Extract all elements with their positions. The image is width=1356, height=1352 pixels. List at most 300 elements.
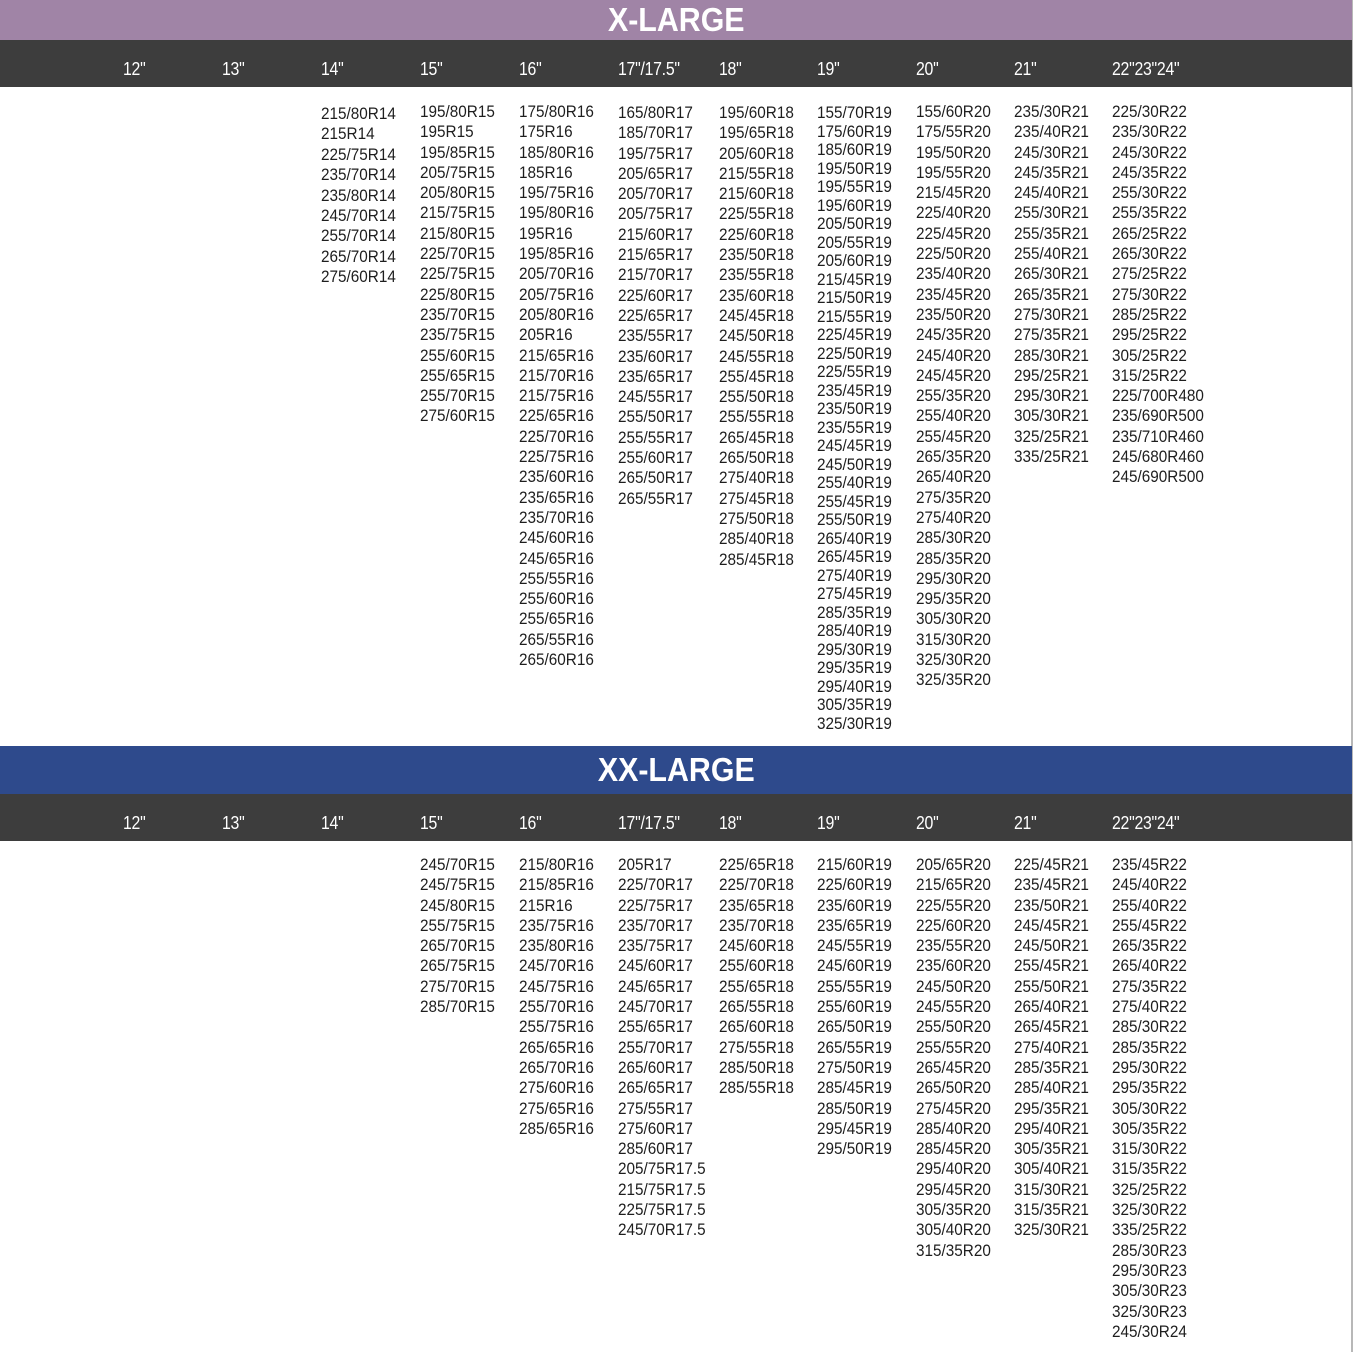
tire-size-item: 255/35R20 — [916, 386, 991, 406]
tire-size-item: 235/55R20 — [916, 936, 991, 956]
tire-size-item: 305/30R21 — [1014, 406, 1089, 426]
tire-size-item: 285/45R19 — [817, 1078, 892, 1098]
tire-size-item: 215/70R17 — [618, 265, 693, 285]
tire-size-item: 255/65R17 — [618, 1017, 693, 1037]
tire-size-item: 255/60R19 — [817, 997, 892, 1017]
tire-size-item: 215/75R17.5 — [618, 1179, 706, 1199]
tire-size-item: 315/30R22 — [1112, 1139, 1187, 1159]
tire-size-item: 335/25R21 — [1014, 447, 1089, 467]
tire-size-item: 255/55R18 — [719, 407, 794, 427]
tire-size-item: 315/35R21 — [1014, 1200, 1089, 1220]
tire-size-item: 285/65R16 — [519, 1118, 594, 1138]
tire-size-item: 235/55R19 — [817, 417, 892, 437]
tire-size-item: 285/45R18 — [719, 549, 794, 569]
tire-size-item: 225/50R20 — [916, 244, 991, 264]
xx-large-column-rim-17-17-5 — [618, 855, 706, 1241]
tire-size-item: 205/65R17 — [618, 163, 693, 183]
tire-size-item: 275/35R22 — [1112, 976, 1187, 996]
tire-size-item: 265/55R18 — [719, 997, 794, 1017]
tire-size-item: 335/25R22 — [1112, 1220, 1187, 1240]
tire-size-item: 175/60R19 — [817, 121, 892, 141]
tire-size-item: 245/65R16 — [519, 548, 594, 568]
tire-size-item: 235/80R14 — [321, 185, 396, 205]
tire-size-item: 225/65R18 — [719, 855, 794, 874]
x-large-column-rim-14 — [321, 104, 396, 288]
tire-size-item: 255/65R15 — [420, 365, 495, 385]
xx-large-title: XX-LARGE — [597, 751, 755, 788]
tire-size-item: 215/75R15 — [420, 203, 495, 223]
tire-size-item: 275/60R15 — [420, 406, 495, 426]
tire-size-item: 255/35R22 — [1112, 203, 1187, 223]
tire-size-item: 255/65R18 — [719, 976, 794, 996]
tire-size-item: 245/35R20 — [916, 325, 991, 345]
tire-size-item: 315/30R21 — [1014, 1179, 1089, 1199]
tire-size-item: 265/75R15 — [420, 956, 495, 976]
tire-size-item: 225/60R18 — [719, 224, 794, 244]
tire-size-item: 205/60R18 — [719, 143, 794, 163]
tire-size-item: 215/65R17 — [618, 245, 693, 265]
tire-size-item: 245/75R15 — [420, 875, 495, 895]
tire-size-item: 275/40R21 — [1014, 1037, 1089, 1057]
x-large-rim-size-header — [0, 40, 1352, 87]
tire-size-item: 215/50R19 — [817, 288, 892, 307]
tire-size-item: 275/60R16 — [519, 1078, 594, 1098]
tire-size-item: 325/30R20 — [916, 650, 991, 670]
tire-size-item: 285/30R22 — [1112, 1017, 1187, 1037]
tire-size-item: 195/50R19 — [817, 158, 892, 178]
tire-size-item: 235/60R19 — [817, 895, 892, 915]
tire-size-item: 235/30R22 — [1112, 122, 1187, 142]
tire-size-item: 235/710R460 — [1112, 426, 1204, 446]
tire-size-item: 195R16 — [519, 223, 573, 243]
tire-size-item: 245/690R500 — [1112, 467, 1204, 487]
xx-large-rim-size-header — [0, 794, 1352, 841]
tire-size-item: 255/65R16 — [519, 609, 594, 629]
tire-size-item: 235/65R19 — [817, 915, 892, 935]
x-large-column-rim-21 — [1014, 102, 1089, 467]
xx-large-header-rim-19: 19" — [817, 813, 840, 833]
tire-size-item: 265/65R16 — [519, 1037, 594, 1057]
tire-size-item: 295/30R21 — [1014, 386, 1089, 406]
tire-size-item: 265/45R20 — [916, 1057, 991, 1077]
x-large-title: X-LARGE — [607, 1, 745, 38]
tire-size-item: 205/75R17 — [618, 204, 693, 224]
tire-size-item: 195/85R15 — [420, 142, 495, 162]
x-large-header-rim-12: 12" — [123, 59, 146, 79]
tire-size-item: 255/45R20 — [916, 426, 991, 446]
tire-size-item: 295/40R21 — [1014, 1118, 1089, 1138]
tire-size-item: 245/45R18 — [719, 305, 794, 325]
tire-size-item: 245/70R16 — [519, 956, 594, 976]
tire-size-item: 215/55R19 — [817, 306, 892, 326]
tire-size-item: 235/30R21 — [1014, 102, 1089, 121]
tire-size-item: 265/70R16 — [519, 1057, 594, 1077]
tire-size-item: 305/35R21 — [1014, 1139, 1089, 1159]
tire-size-item: 185R16 — [519, 162, 573, 182]
tire-size-item: 235/40R20 — [916, 264, 991, 284]
tire-size-item: 215/60R17 — [618, 224, 693, 244]
tire-size-item: 165/80R17 — [618, 103, 693, 122]
tire-size-item: 195/55R20 — [916, 162, 991, 182]
tire-size-item: 275/60R17 — [618, 1118, 693, 1138]
tire-size-item: 215/80R15 — [420, 223, 495, 243]
tire-size-item: 225/60R17 — [618, 285, 693, 305]
tire-size-item: 215/60R19 — [817, 855, 892, 874]
tire-size-item: 215/45R20 — [916, 183, 991, 203]
tire-size-item: 225/70R16 — [519, 426, 594, 446]
tire-size-item: 315/35R20 — [916, 1240, 991, 1260]
tire-size-item: 255/45R19 — [817, 491, 892, 511]
tire-size-item: 255/50R18 — [719, 387, 794, 407]
tire-size-item: 285/30R23 — [1112, 1240, 1187, 1260]
tire-size-item: 295/45R20 — [916, 1179, 991, 1199]
tire-size-item: 305/30R20 — [916, 609, 991, 629]
tire-size-item: 235/45R20 — [916, 284, 991, 304]
tire-size-item: 255/60R18 — [719, 956, 794, 976]
tire-size-item: 245/70R15 — [420, 855, 495, 874]
xx-large-column-rim-21 — [1014, 855, 1089, 1241]
tire-size-item: 205/65R20 — [916, 855, 991, 874]
xx-large-column-rim-18 — [719, 855, 794, 1099]
tire-size-item: 295/35R22 — [1112, 1078, 1187, 1098]
tire-size-item: 225/75R17 — [618, 895, 693, 915]
tire-size-item: 215/55R18 — [719, 163, 794, 183]
tire-size-item: 275/55R18 — [719, 1037, 794, 1057]
tire-size-item: 325/30R19 — [817, 713, 892, 733]
tire-size-item: 215/65R16 — [519, 345, 594, 365]
x-large-size-table — [0, 87, 1352, 745]
tire-size-item: 325/30R22 — [1112, 1200, 1187, 1220]
tire-size-item: 265/45R21 — [1014, 1017, 1089, 1037]
tire-size-item: 265/70R14 — [321, 246, 396, 266]
tire-size-item: 325/25R21 — [1014, 426, 1089, 446]
tire-size-item: 235/55R17 — [618, 326, 693, 346]
tire-size-item: 325/30R23 — [1112, 1301, 1187, 1321]
tire-size-item: 235/60R18 — [719, 285, 794, 305]
tire-size-item: 225/45R20 — [916, 223, 991, 243]
tire-size-item: 245/55R17 — [618, 387, 693, 407]
tire-size-item: 225/55R19 — [817, 362, 892, 381]
tire-size-item: 185/80R16 — [519, 142, 594, 162]
tire-size-item: 215/80R16 — [519, 855, 594, 874]
tire-size-item: 245/50R19 — [817, 454, 892, 474]
x-large-header-rim-20: 20" — [916, 59, 939, 79]
tire-size-item: 245/70R17 — [618, 997, 693, 1017]
tire-size-item: 295/30R20 — [916, 568, 991, 588]
tire-size-item: 265/55R17 — [618, 488, 693, 508]
x-large-header-rim-18: 18" — [719, 59, 742, 79]
tire-size-item: 255/55R17 — [618, 427, 693, 447]
x-large-header-rim-19: 19" — [817, 59, 840, 79]
tire-size-item: 285/30R21 — [1014, 345, 1089, 365]
xx-large-column-rim-19 — [817, 855, 892, 1159]
tire-size-item: 255/75R15 — [420, 915, 495, 935]
tire-size-item: 215R16 — [519, 895, 573, 915]
tire-size-item: 225/70R17 — [618, 875, 693, 895]
tire-size-item: 265/35R21 — [1014, 284, 1089, 304]
xx-large-banner — [0, 746, 1352, 794]
tire-size-item: 225/55R18 — [719, 204, 794, 224]
tire-size-item: 325/30R21 — [1014, 1220, 1089, 1240]
tire-size-item: 155/70R19 — [817, 103, 892, 122]
tire-size-item: 205/80R16 — [519, 304, 594, 324]
tire-size-item: 275/70R15 — [420, 976, 495, 996]
tire-size-item: 285/40R20 — [916, 1118, 991, 1138]
tire-size-item: 225/75R17.5 — [618, 1200, 706, 1220]
tire-size-item: 245/50R21 — [1014, 936, 1089, 956]
tire-size-item: 215/75R16 — [519, 386, 594, 406]
tire-size-item: 245/70R14 — [321, 206, 396, 226]
tire-size-item: 245/50R20 — [916, 976, 991, 996]
xx-large-header-rim-21: 21" — [1014, 813, 1037, 833]
xx-large-column-rim-22-23-24 — [1112, 855, 1187, 1342]
tire-size-item: 195/75R17 — [618, 143, 693, 163]
tire-size-item: 245/65R17 — [618, 976, 693, 996]
tire-size-item: 265/50R18 — [719, 448, 794, 468]
tire-size-item: 295/40R19 — [817, 676, 892, 696]
tire-size-item: 245/45R21 — [1014, 915, 1089, 935]
tire-size-item: 275/45R18 — [719, 488, 794, 508]
tire-size-item: 235/60R20 — [916, 956, 991, 976]
tire-size-item: 255/40R22 — [1112, 895, 1187, 915]
xx-large-column-rim-16 — [519, 855, 594, 1139]
tire-size-item: 255/55R20 — [916, 1037, 991, 1057]
tire-size-item: 245/60R19 — [817, 956, 892, 976]
tire-size-item: 255/70R14 — [321, 226, 396, 246]
tire-size-item: 305/35R22 — [1112, 1118, 1187, 1138]
tire-size-item: 255/50R21 — [1014, 976, 1089, 996]
tire-size-item: 225/70R18 — [719, 875, 794, 895]
tire-size-item: 285/35R22 — [1112, 1037, 1187, 1057]
xx-large-size-table — [0, 841, 1352, 1351]
tire-size-item: 275/65R16 — [519, 1098, 594, 1118]
tire-size-item: 285/35R19 — [817, 602, 892, 622]
tire-size-item: 265/25R22 — [1112, 223, 1187, 243]
tire-size-item: 275/30R22 — [1112, 284, 1187, 304]
tire-size-item: 215R14 — [321, 124, 375, 144]
tire-size-item: 285/50R18 — [719, 1057, 794, 1077]
tire-size-item: 245/30R22 — [1112, 142, 1187, 162]
tire-size-item: 235/65R17 — [618, 366, 693, 386]
tire-size-item: 235/40R21 — [1014, 122, 1089, 142]
tire-size-item: 245/45R20 — [916, 365, 991, 385]
xx-large-column-rim-20 — [916, 855, 991, 1261]
tire-size-item: 265/50R20 — [916, 1078, 991, 1098]
tire-size-item: 235/45R19 — [817, 380, 892, 400]
tire-size-item: 245/50R18 — [719, 326, 794, 346]
x-large-column-rim-15 — [420, 102, 495, 427]
tire-size-item: 255/75R16 — [519, 1017, 594, 1037]
tire-size-item: 225/60R19 — [817, 875, 892, 895]
tire-size-item: 175R16 — [519, 122, 573, 142]
tire-size-item: 285/55R18 — [719, 1078, 794, 1098]
tire-size-item: 275/35R20 — [916, 487, 991, 507]
tire-size-item: 255/50R17 — [618, 407, 693, 427]
tire-size-item: 295/30R22 — [1112, 1057, 1187, 1077]
tire-size-item: 235/45R22 — [1112, 855, 1187, 874]
tire-size-item: 235/65R18 — [719, 895, 794, 915]
tire-size-item: 255/70R17 — [618, 1037, 693, 1057]
tire-size-item: 265/40R20 — [916, 467, 991, 487]
tire-size-item: 245/30R24 — [1112, 1321, 1187, 1341]
tire-size-item: 295/35R19 — [817, 658, 892, 677]
tire-size-item: 195/80R15 — [420, 102, 495, 121]
tire-size-item: 245/75R16 — [519, 976, 594, 996]
tire-size-item: 195/75R16 — [519, 183, 594, 203]
tire-size-item: 235/60R17 — [618, 346, 693, 366]
tire-size-item: 205/75R16 — [519, 284, 594, 304]
tire-size-item: 265/55R19 — [817, 1037, 892, 1057]
tire-size-item: 295/35R20 — [916, 589, 991, 609]
tire-size-item: 285/40R19 — [817, 621, 892, 640]
tire-size-item: 175/80R16 — [519, 102, 594, 121]
tire-size-item: 295/30R23 — [1112, 1260, 1187, 1280]
tire-size-item: 225/75R14 — [321, 144, 396, 164]
x-large-column-rim-16 — [519, 102, 594, 670]
xx-large-header-rim-13: 13" — [222, 813, 245, 833]
tire-size-item: 205/80R15 — [420, 183, 495, 203]
tire-size-item: 275/40R20 — [916, 507, 991, 527]
tire-size-item: 275/50R19 — [817, 1057, 892, 1077]
tire-size-item: 285/45R20 — [916, 1139, 991, 1159]
tire-size-item: 235/70R17 — [618, 915, 693, 935]
tire-size-item: 185/60R19 — [817, 140, 892, 159]
tire-size-item: 205/60R19 — [817, 251, 892, 270]
tire-size-item: 285/60R17 — [618, 1139, 693, 1159]
tire-size-item: 285/50R19 — [817, 1098, 892, 1118]
tire-size-item: 255/40R20 — [916, 406, 991, 426]
tire-size-item: 295/45R19 — [817, 1118, 892, 1138]
tire-size-item: 275/35R21 — [1014, 325, 1089, 345]
tire-size-item: 255/45R18 — [719, 366, 794, 386]
x-large-column-rim-18 — [719, 103, 794, 570]
tire-size-item: 305/40R20 — [916, 1220, 991, 1240]
tire-size-item: 205/70R16 — [519, 264, 594, 284]
tire-size-item: 265/35R20 — [916, 447, 991, 467]
tire-size-item: 325/25R22 — [1112, 1179, 1187, 1199]
tire-size-item: 275/45R20 — [916, 1098, 991, 1118]
tire-size-item: 195/50R20 — [916, 142, 991, 162]
x-large-column-rim-19 — [817, 104, 892, 733]
tire-size-item: 255/70R16 — [519, 997, 594, 1017]
tire-size-item: 255/35R21 — [1014, 223, 1089, 243]
tire-size-item: 195/65R18 — [719, 123, 794, 143]
tire-size-item: 265/60R17 — [618, 1057, 693, 1077]
tire-size-item: 265/40R21 — [1014, 997, 1089, 1017]
tire-size-item: 245/35R21 — [1014, 162, 1089, 182]
tire-size-item: 225/65R17 — [618, 305, 693, 325]
tire-size-item: 285/35R20 — [916, 548, 991, 568]
tire-size-item: 265/65R17 — [618, 1078, 693, 1098]
tire-size-item: 205/75R15 — [420, 162, 495, 182]
xx-large-header-rim-14: 14" — [321, 813, 344, 833]
x-large-column-rim-17-17-5 — [618, 103, 693, 509]
tire-size-item: 235/75R16 — [519, 915, 594, 935]
tire-size-item: 235/50R21 — [1014, 895, 1089, 915]
tire-size-item: 225/40R20 — [916, 203, 991, 223]
x-large-column-rim-20 — [916, 102, 991, 691]
tire-size-item: 195R15 — [420, 122, 474, 142]
tire-size-item: 215/45R19 — [817, 269, 892, 289]
x-large-banner — [0, 0, 1352, 40]
x-large-header-rim-13: 13" — [222, 59, 245, 79]
tire-size-item: 285/40R18 — [719, 529, 794, 549]
tire-size-item: 235/55R18 — [719, 265, 794, 285]
tire-size-item: 205/50R19 — [817, 214, 892, 233]
tire-size-item: 245/40R22 — [1112, 875, 1187, 895]
xx-large-header-rim-15: 15" — [420, 813, 443, 833]
tire-size-item: 305/30R22 — [1112, 1098, 1187, 1118]
tire-size-item: 235/70R16 — [519, 507, 594, 527]
tire-size-item: 295/40R20 — [916, 1159, 991, 1179]
tire-size-item: 185/70R17 — [618, 123, 693, 143]
xx-large-header-rim-18: 18" — [719, 813, 742, 833]
tire-size-item: 295/25R21 — [1014, 365, 1089, 385]
tire-size-item: 235/50R19 — [817, 399, 892, 418]
tire-size-item: 265/35R22 — [1112, 936, 1187, 956]
tire-size-item: 225/75R16 — [519, 447, 594, 467]
tire-size-item: 235/50R20 — [916, 304, 991, 324]
tire-size-item: 275/45R19 — [817, 584, 892, 603]
x-large-header-rim-22-23-24: 22"23"24" — [1112, 59, 1180, 79]
tire-size-item: 275/25R22 — [1112, 264, 1187, 284]
tire-size-item: 245/55R18 — [719, 346, 794, 366]
tire-size-item: 245/40R20 — [916, 345, 991, 365]
tire-size-item: 225/55R20 — [916, 895, 991, 915]
tire-size-item: 235/70R15 — [420, 304, 495, 324]
x-large-header-rim-16: 16" — [519, 59, 542, 79]
tire-size-item: 235/75R17 — [618, 936, 693, 956]
xx-large-header-rim-16: 16" — [519, 813, 542, 833]
xx-large-column-rim-15 — [420, 855, 495, 1017]
tire-size-item: 255/40R19 — [817, 473, 892, 492]
tire-size-item: 235/80R16 — [519, 936, 594, 956]
tire-size-item: 225/45R19 — [817, 325, 892, 344]
x-large-header-rim-21: 21" — [1014, 59, 1037, 79]
tire-size-item: 245/40R21 — [1014, 183, 1089, 203]
tire-size-item: 255/45R22 — [1112, 915, 1187, 935]
tire-size-item: 245/35R22 — [1112, 162, 1187, 182]
tire-size-item: 305/35R19 — [817, 695, 892, 714]
tire-size-item: 315/30R20 — [916, 629, 991, 649]
tire-size-item: 225/70R15 — [420, 244, 495, 264]
tire-size-item: 245/60R17 — [618, 956, 693, 976]
tire-size-item: 245/30R21 — [1014, 142, 1089, 162]
tire-size-item: 255/50R19 — [817, 510, 892, 529]
tire-size-item: 255/60R16 — [519, 589, 594, 609]
tire-size-item: 265/40R22 — [1112, 956, 1187, 976]
tire-size-item: 265/55R16 — [519, 629, 594, 649]
tire-size-item: 295/30R19 — [817, 639, 892, 659]
tire-size-item: 255/70R15 — [420, 386, 495, 406]
tire-size-item: 255/30R21 — [1014, 203, 1089, 223]
tire-size-item: 205/55R19 — [817, 232, 892, 252]
tire-size-item: 235/65R16 — [519, 487, 594, 507]
tire-size-item: 265/45R19 — [817, 547, 892, 566]
tire-size-item: 225/45R21 — [1014, 855, 1089, 874]
tire-size-item: 245/60R18 — [719, 936, 794, 956]
tire-size-item: 305/25R22 — [1112, 345, 1187, 365]
tire-size-item: 285/40R21 — [1014, 1078, 1089, 1098]
tire-size-item: 275/50R18 — [719, 508, 794, 528]
tire-size-item: 305/30R23 — [1112, 1281, 1187, 1301]
tire-size-item: 245/55R20 — [916, 997, 991, 1017]
tire-size-item: 205R17 — [618, 855, 672, 874]
tire-size-item: 275/60R14 — [321, 267, 396, 287]
x-large-header-rim-14: 14" — [321, 59, 344, 79]
tire-size-item: 275/40R18 — [719, 468, 794, 488]
tire-size-item: 195/60R18 — [719, 103, 794, 122]
